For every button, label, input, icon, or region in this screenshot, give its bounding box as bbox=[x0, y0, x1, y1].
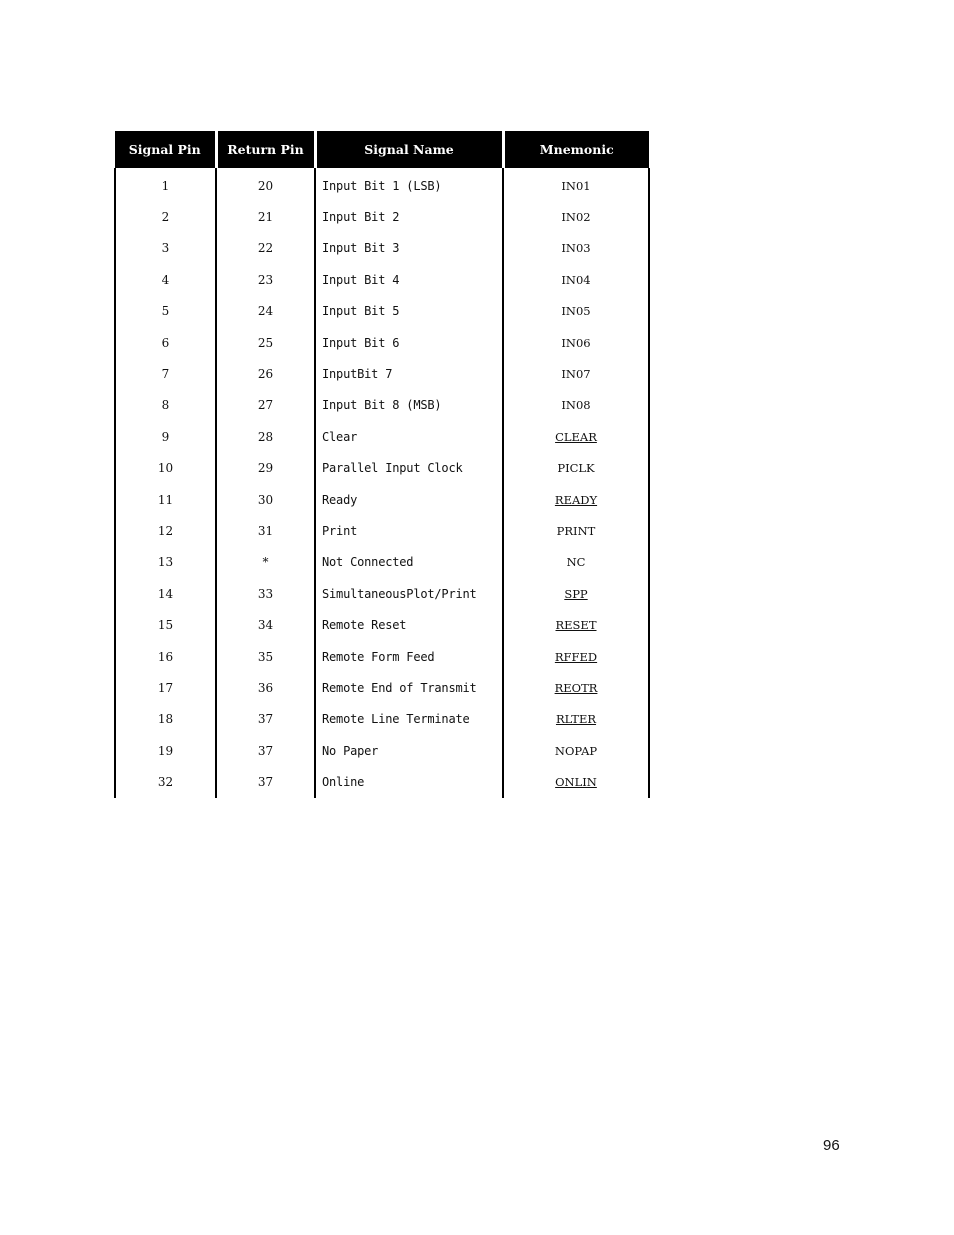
return-pin-cell: 37 bbox=[216, 704, 315, 735]
signal-pin-cell: 17 bbox=[115, 672, 216, 703]
return-pin-cell: 27 bbox=[216, 390, 315, 421]
table-row bbox=[115, 766, 649, 797]
signal-name-cell: No Paper bbox=[315, 735, 503, 766]
signal-pin-cell: 13 bbox=[115, 547, 216, 578]
signal-pin-cell: 7 bbox=[115, 358, 216, 389]
mnemonic-text: RFFED bbox=[554, 649, 598, 664]
signal-pin-cell: 11 bbox=[115, 484, 216, 515]
signal-pin-cell: 32 bbox=[115, 766, 216, 797]
mnemonic-cell bbox=[503, 421, 649, 452]
mnemonic-text: READY bbox=[554, 492, 598, 507]
mnemonic-text: PICLK bbox=[557, 461, 595, 476]
page-number: 96 bbox=[823, 1137, 840, 1154]
table-row bbox=[115, 233, 649, 264]
signal-name-cell: Online bbox=[315, 766, 503, 797]
signal-name-cell: Input Bit 4 bbox=[315, 264, 503, 295]
table-row bbox=[115, 547, 649, 578]
signal-pin-cell: 9 bbox=[115, 421, 216, 452]
signal-pin-cell: 4 bbox=[115, 264, 216, 295]
header-return-pin: Return Pin bbox=[216, 131, 315, 168]
mnemonic-cell bbox=[503, 672, 649, 703]
mnemonic-text: IN07 bbox=[561, 367, 591, 382]
table-row bbox=[115, 264, 649, 295]
mnemonic-cell bbox=[503, 578, 649, 609]
mnemonic-text: REOTR bbox=[554, 680, 598, 695]
signal-pin-cell: 1 bbox=[115, 168, 216, 201]
mnemonic-cell bbox=[503, 735, 649, 766]
return-pin-cell: * bbox=[216, 547, 315, 578]
signal-name-cell: Clear bbox=[315, 421, 503, 452]
table-row bbox=[115, 672, 649, 703]
signal-name-cell: Not Connected bbox=[315, 547, 503, 578]
return-pin-cell: 37 bbox=[216, 766, 315, 797]
signal-name-cell: Input Bit 2 bbox=[315, 201, 503, 232]
mnemonic-cell bbox=[503, 233, 649, 264]
signal-pin-cell: 5 bbox=[115, 296, 216, 327]
mnemonic-cell bbox=[503, 168, 649, 201]
table-row bbox=[115, 453, 649, 484]
mnemonic-text: IN05 bbox=[561, 304, 591, 319]
return-pin-cell: 22 bbox=[216, 233, 315, 264]
table-row bbox=[115, 735, 649, 766]
pin-assignment-table bbox=[114, 131, 650, 798]
mnemonic-cell bbox=[503, 264, 649, 295]
signal-pin-cell: 12 bbox=[115, 515, 216, 546]
mnemonic-text: IN01 bbox=[561, 178, 591, 193]
table-row bbox=[115, 704, 649, 735]
return-pin-cell: 25 bbox=[216, 327, 315, 358]
mnemonic-cell bbox=[503, 327, 649, 358]
signal-name-cell: Print bbox=[315, 515, 503, 546]
pin-assignment-table-container bbox=[114, 131, 648, 794]
mnemonic-text: NC bbox=[566, 555, 586, 570]
mnemonic-text: ONLIN bbox=[555, 775, 597, 790]
signal-name-cell: Input Bit 1 (LSB) bbox=[315, 168, 503, 201]
table-header-row bbox=[115, 131, 649, 168]
table-body bbox=[115, 168, 649, 798]
table-row bbox=[115, 168, 649, 201]
signal-name-cell: Input Bit 6 bbox=[315, 327, 503, 358]
table-row bbox=[115, 578, 649, 609]
signal-pin-cell: 16 bbox=[115, 641, 216, 672]
signal-pin-cell: 14 bbox=[115, 578, 216, 609]
signal-name-cell: SimultaneousPlot/Print bbox=[315, 578, 503, 609]
return-pin-cell: 20 bbox=[216, 168, 315, 201]
mnemonic-cell bbox=[503, 358, 649, 389]
mnemonic-text: SPP bbox=[564, 586, 588, 601]
return-pin-cell: 37 bbox=[216, 735, 315, 766]
signal-name-cell: Remote Form Feed bbox=[315, 641, 503, 672]
return-pin-cell: 31 bbox=[216, 515, 315, 546]
return-pin-cell: 21 bbox=[216, 201, 315, 232]
return-pin-cell: 23 bbox=[216, 264, 315, 295]
mnemonic-text: CLEAR bbox=[555, 429, 597, 444]
mnemonic-text: PRINT bbox=[556, 523, 596, 538]
mnemonic-cell bbox=[503, 390, 649, 421]
header-signal-pin: Signal Pin bbox=[115, 131, 216, 168]
signal-pin-cell: 10 bbox=[115, 453, 216, 484]
signal-pin-cell: 19 bbox=[115, 735, 216, 766]
return-pin-cell: 29 bbox=[216, 453, 315, 484]
mnemonic-text: IN02 bbox=[561, 210, 591, 225]
signal-name-cell: Remote Line Terminate bbox=[315, 704, 503, 735]
mnemonic-cell bbox=[503, 609, 649, 640]
signal-name-cell: Remote End of Transmit bbox=[315, 672, 503, 703]
signal-name-cell: Ready bbox=[315, 484, 503, 515]
mnemonic-text: RLTER bbox=[555, 712, 597, 727]
signal-pin-cell: 6 bbox=[115, 327, 216, 358]
return-pin-cell: 30 bbox=[216, 484, 315, 515]
mnemonic-text: IN08 bbox=[561, 398, 591, 413]
mnemonic-text: RESET bbox=[555, 618, 597, 633]
signal-name-cell: Remote Reset bbox=[315, 609, 503, 640]
return-pin-cell: 36 bbox=[216, 672, 315, 703]
table-row bbox=[115, 327, 649, 358]
table-row bbox=[115, 296, 649, 327]
return-pin-cell: 33 bbox=[216, 578, 315, 609]
signal-name-cell: Input Bit 8 (MSB) bbox=[315, 390, 503, 421]
mnemonic-cell bbox=[503, 766, 649, 797]
return-pin-cell: 26 bbox=[216, 358, 315, 389]
signal-pin-cell: 2 bbox=[115, 201, 216, 232]
signal-pin-cell: 3 bbox=[115, 233, 216, 264]
mnemonic-cell bbox=[503, 704, 649, 735]
signal-pin-cell: 15 bbox=[115, 609, 216, 640]
mnemonic-cell bbox=[503, 515, 649, 546]
mnemonic-cell bbox=[503, 641, 649, 672]
return-pin-cell: 35 bbox=[216, 641, 315, 672]
return-pin-cell: 24 bbox=[216, 296, 315, 327]
signal-name-cell: InputBit 7 bbox=[315, 358, 503, 389]
table-row bbox=[115, 421, 649, 452]
mnemonic-cell bbox=[503, 296, 649, 327]
signal-name-cell: Parallel Input Clock bbox=[315, 453, 503, 484]
mnemonic-cell bbox=[503, 484, 649, 515]
mnemonic-cell bbox=[503, 453, 649, 484]
signal-pin-cell: 18 bbox=[115, 704, 216, 735]
mnemonic-text: IN04 bbox=[561, 272, 591, 287]
return-pin-cell: 34 bbox=[216, 609, 315, 640]
signal-name-cell: Input Bit 3 bbox=[315, 233, 503, 264]
table-header bbox=[115, 131, 649, 168]
table-row bbox=[115, 515, 649, 546]
return-pin-cell: 28 bbox=[216, 421, 315, 452]
mnemonic-text: IN06 bbox=[561, 335, 591, 350]
table-row bbox=[115, 641, 649, 672]
header-mnemonic: Mnemonic bbox=[503, 131, 649, 168]
mnemonic-cell bbox=[503, 547, 649, 578]
table-row bbox=[115, 484, 649, 515]
header-signal-name: Signal Name bbox=[315, 131, 503, 168]
mnemonic-cell bbox=[503, 201, 649, 232]
signal-name-cell: Input Bit 5 bbox=[315, 296, 503, 327]
mnemonic-text: IN03 bbox=[561, 241, 591, 256]
table-row bbox=[115, 201, 649, 232]
signal-pin-cell: 8 bbox=[115, 390, 216, 421]
table-row bbox=[115, 358, 649, 389]
mnemonic-text: NOPAP bbox=[554, 743, 598, 758]
table-row bbox=[115, 609, 649, 640]
table-row bbox=[115, 390, 649, 421]
